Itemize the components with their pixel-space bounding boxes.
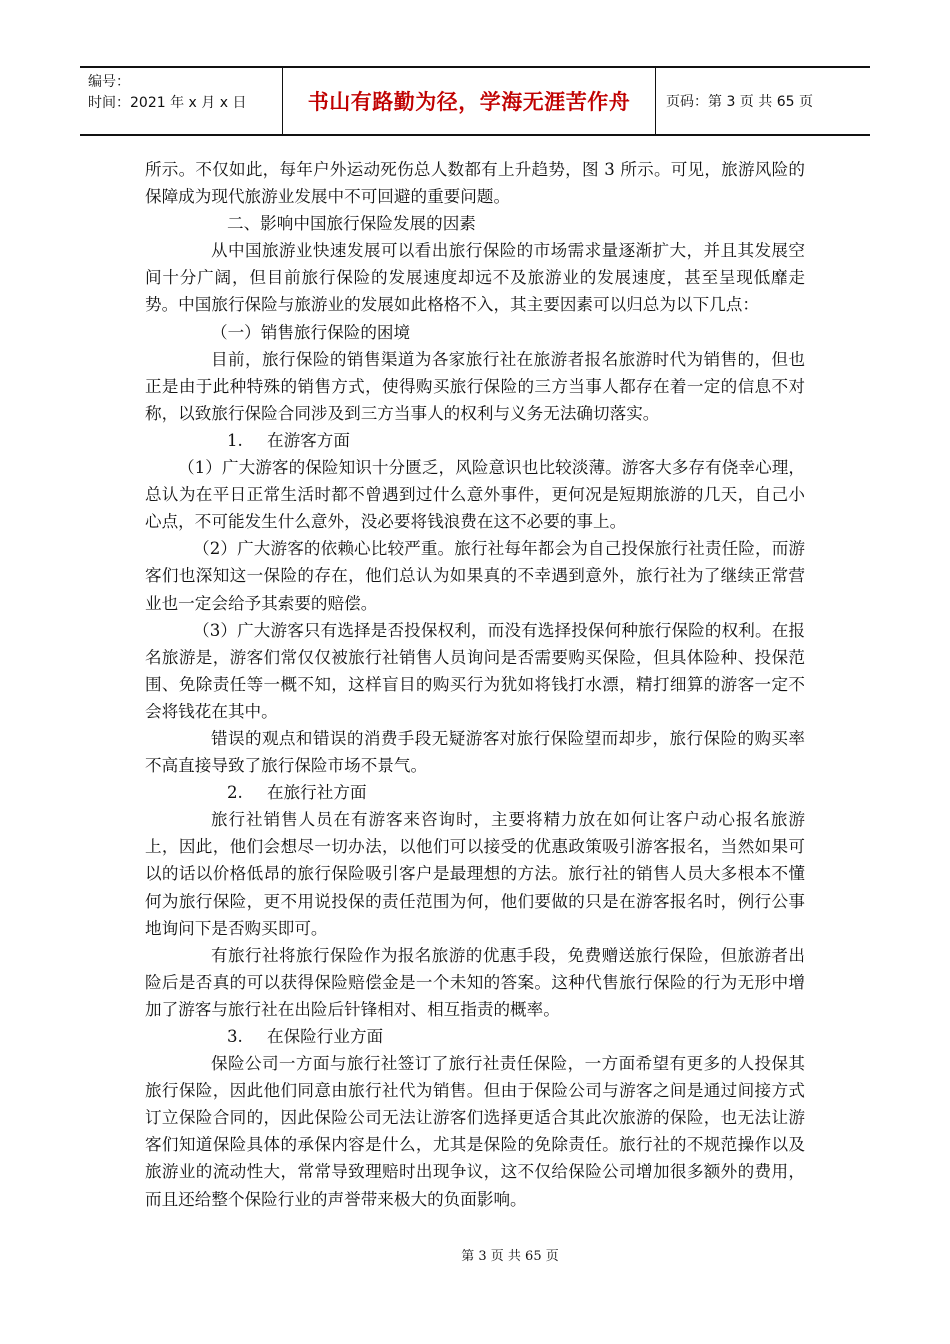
paragraph: （1）广大游客的保险知识十分匮乏，风险意识也比较淡薄。游客大多存有侥幸心理，总认为在平日正常生活时都不曾遇到过什么意外事件，更何况是短期旅游的几天，自己小心点，不可能发生什么意外，没必要将钱浪费在这不必要的事上。 (145, 458, 805, 532)
numbered-heading (145, 1023, 805, 1050)
page-header (80, 66, 870, 136)
header-motto: 书山有路勤为径，学海无涯苦作舟 (283, 68, 656, 134)
heading-text: 在保险行业方面 (267, 1027, 384, 1046)
doc-code-label: 编号： (88, 74, 130, 90)
paragraph: 目前，旅行保险的销售渠道为各家旅行社在旅游者报名旅游时代为销售的，但也正是由于此种特殊的销售方式，使得购买旅行保险的三方当事人都存在着一定的信息不对称，以致旅行保险合同涉及到三方当事人的权利与义务无法确切落实。 (145, 349, 805, 423)
heading-number: 3. (227, 1027, 243, 1046)
heading-number: 2. (227, 783, 243, 803)
section-heading: 二、影响中国旅行保险发展的因素 (227, 214, 476, 234)
numbered-heading (145, 779, 805, 806)
heading-number: 1. (227, 430, 243, 450)
paragraph: （3）广大游客只有选择是否投保权利，而没有选择投保何种旅行保险的权利。在报名旅游是，游客们常仅仅被旅行社销售人员询问是否需要购买保险，但具体险种、投保范围、免除责任等一概不知，这样盲目的购买行为犹如将钱打水漂，精打细算的游客一定不会将钱花在其中。 (145, 620, 805, 721)
paragraph: 错误的观点和错误的消费手段无疑游客对旅行保险望而却步，旅行保险的购买率不高直接导致了旅行保险市场不景气。 (145, 728, 805, 776)
doc-date-label: 时间：2021 年 x 月 x 日 (88, 95, 247, 111)
paragraph: 保险公司一方面与旅行社签订了旅行社责任保险，一方面希望有更多的人投保其旅行保险，因此他们同意由旅行社代为销售。但由于保险公司与游客之间是通过间接方式订立保险合同的，因此保险公司无法让游客们选择更适合其此次旅游的保险，也无法让游客们知道保险具体的承保内容是什么，尤其是保险的免除责任。旅行社的不规范操作以及旅游业的流动性大，常常导致理赔时出现争议，这不仅给保险公司增加很多额外的费用，而且还给整个保险行业的声誉带来极大的负面影响。 (145, 1054, 805, 1209)
page-footer: 第 3 页 共 65 页 (461, 1249, 559, 1264)
header-page-label: 页码：第 3 页 共 65 页 (666, 94, 813, 110)
heading-text: 在游客方面 (267, 430, 350, 450)
subsection-heading: （一）销售旅行保险的困境 (211, 322, 411, 342)
paragraph: 旅行社销售人员在有游客来咨询时，主要将精力放在如何让客户动心报名旅游上，因此，他们会想尽一切办法，以他们可以接受的优惠政策吸引游客报名，当然如果可以的话以价格低昂的旅行保险吸引客户是最理想的方法。旅行社的销售人员大多根本不懂何为旅行保险，更不用说投保的责任范围为何，他们要做的只是在游客报名时，例行公事地询问下是否购买即可。 (145, 810, 805, 938)
document-body (145, 156, 805, 1213)
header-meta (80, 68, 283, 134)
paragraph: （2）广大游客的依赖心比较严重。旅行社每年都会为自己投保旅行社责任险，而游客们也深知这一保险的存在，他们总认为如果真的不幸遇到意外，旅行社为了继续正常营业也一定会给予其索要的赔偿。 (145, 539, 805, 613)
paragraph: 从中国旅游业快速发展可以看出旅行保险的市场需求量逐渐扩大，并且其发展空间十分广阔，但目前旅行保险的发展速度却远不及旅游业的发展速度，甚至呈现低靡走势。中国旅行保险与旅游业的发展如此格格不入，其主要因素可以归总为以下几点： (145, 241, 805, 315)
paragraph: 所示。不仅如此，每年户外运动死伤总人数都有上升趋势，图 3 所示。可见，旅游风险的保障成为现代旅游业发展中不可回避的重要问题。 (145, 160, 805, 207)
heading-text: 在旅行社方面 (267, 783, 367, 803)
paragraph: 有旅行社将旅行保险作为报名旅游的优惠手段，免费赠送旅行保险，但旅游者出险后是否真的可以获得保险赔偿金是一个未知的答案。这种代售旅行保险的行为无形中增加了游客与旅行社在出险后针锋相对、相互指责的概率。 (145, 945, 805, 1019)
numbered-heading (145, 427, 805, 454)
